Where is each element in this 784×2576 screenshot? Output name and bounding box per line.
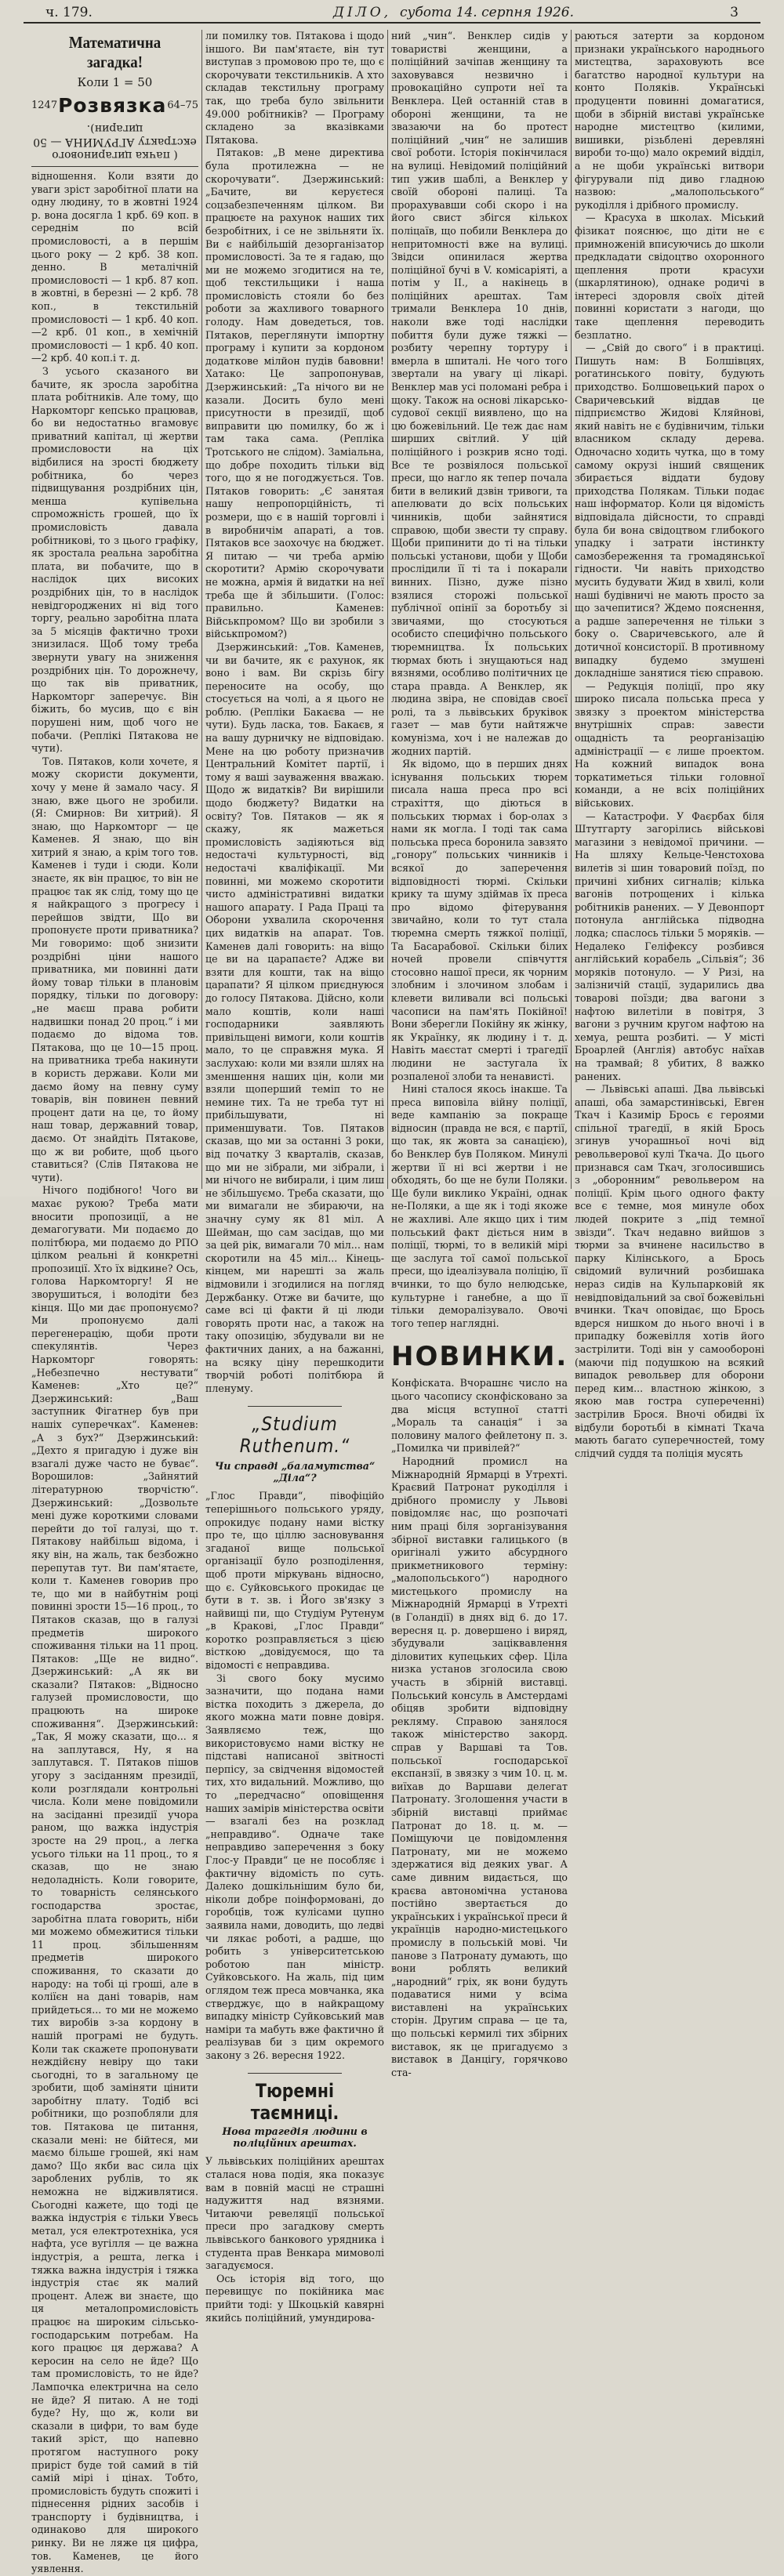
news-item: — Катастрофи. У Фаєрбах біля Штутгарту загорілись військові магазини з невідомої причини. — На шляху Кельце-Ченстохова вилетів зі шин товаровий поїзд, по причині хибних сигналів; кілька вагонів потрощених і кілька робітників ранених. — У Девонпорт потонула англійська підводна лодка; спаслось тільки 5 моряків. — Недалеко Геліфексу розбився англійський корабель „Сільвія“; 36 моряків потонуло. — У Ризі, на залізничій стації, зударились два товарові поїзди; два вагони з нафтою вилетіли в повітря, 3 вагони з ручним кругом нафтою на хемуа, решта розбиті. — У місті Броарлей (Англія) автобус наїхав на трамвай; 8 убитих, 8 важко ранених. bbox=[575, 810, 764, 1082]
prison-secrets-subheading: Нова трагедія людини в поліційних арештах. bbox=[222, 2125, 368, 2150]
studium-ruthenum-heading: „Studium Ruthenum.“ bbox=[239, 1413, 350, 1458]
column-1 bbox=[31, 30, 198, 2575]
news-section-heading: НОВИНКИ. bbox=[391, 1341, 568, 1373]
article-paragraph: Дзержинський: „Тов. Каменев, чи ви бачите, як є рахунок, як воно і вам. Ви скрізь бігу переносите на особу, що стосується на чолі, а я цього не роблю. (Репліки Бакаєва — не чути). Будь ласка, тов. Бакаєв, я на вашу дурничку не відповідаю. Мене на цю роботу призначив Центральний Комітет партії, і тому я ваші зауваження вважаю. Щодо ж видатків? Ви вирішили щодо бюджету? Видатки на освіту? Тов. Пятаков — як я скажу, як мажеться промисловість задіяються від недостачі культурності, від недостачі кваліфікації. Ми повинні, ми можемо скоротити чисто адміністративні видатки нашого апарату. І Рада Праці та Оборони ухвалила скорочення цих видатків на апарат. Тов. Каменев далі говорить: на віщо це ви на царапаєте? Адже ви взяти для кошти, так на віщо царапати? Я цілком приєднуюся до голосу Пятакова. Дійсно, коли мало коштів, коли наші господарники заявляють привільщені вимоги, коли коштів мало, то це справжня мука. Я заслухаю: коли ми взяли шлях на зменшення наших цін, коли ми взяли щоперший теміп то не немине тих. Та не треба тут ні прибільшувати, ні применшувати. Тов. Пятаков сказав, що ми за останні 3 роки, від початку 3 кварталів, сказав, що ми не зібрали, ми зібрали, і ми нічого не вибирали, і цим лиш не збільшуємо. Треба сказати, що ми вимагали не збираючи, на значну суму як 81 міл. А Шейман, що сам засідав, що ми за цей рік, вимагали 70 міл... нам скоротили на 45 міл... Кінець-кінцем, ми нарешті за жаль відмовили і згодилися на погляд Держбанку. Отже ви бачите, що саме всі ці факти й ці люди говорять проти нас, а також на таку опозицію, збудували ви не фактичних даних, а на бажанні, на всяку ціну перешкодити творчій роботі політбюра й пленуму. bbox=[205, 640, 384, 1394]
issue-date: субота 14. серпня 1926. bbox=[400, 5, 575, 20]
prison-secrets-heading: Тюремні таємниці. bbox=[250, 2080, 339, 2125]
separator bbox=[31, 166, 198, 167]
article-paragraph: ли помилку тов. Пятакова і щодо іншого. Ви пам'ятаєте, він тут виступав з промовою про те, що є скорочувати текстильників. А хто складав текстильну програму так, що треба було звільнити 49.000 робітників? — Програму складено за вказівками Пятакова. bbox=[205, 30, 384, 146]
news-item: Конфіската. Вчорашнє число на цього часопису сконфісковано за два місця вступної статті „Мораль та санація“ і за половину малого фейлетону п. з. „Помилка чи привілей?“ bbox=[391, 1377, 568, 1455]
news-item: — Редукція поліції, про яку широко писала польська преса у звязку з проектом міністерства внутрішніх справ: завести ощадність та реорганізацію адміністрації — є лише проектом. На кожний випадок вона торкатиметься тільки головної команди, а не всіх поліційних військових. bbox=[575, 679, 764, 810]
puzzle-answer-heading: Розвязка bbox=[58, 94, 167, 117]
studium-ruthenum-subheading: Чи справді „баламутства“ „Діла“? bbox=[214, 1460, 376, 1484]
separator bbox=[248, 1406, 342, 1407]
column-4 bbox=[575, 30, 764, 1459]
article-paragraph: У львівських поліційних арештах сталася нова подія, яка показує вам в повній масці не страшні надужиття над вязнями. Читаючи ревеляції польської преси про загадкову смерть львівського банкового урядника і студента прав Венкара мимоволі загадуємося. bbox=[205, 2155, 384, 2272]
puzzle-answer-row bbox=[31, 94, 198, 117]
news-item: — „Свій до свого“ і в практиці. Пишуть нам: В Болшівцях, рогатинського повіту, будують приходство. Болшовецький парох о Сваричевський віддав це підприємство Жидові Кляйнові, який навіть не є будівничим, тільки власником складу дерева. Одночасно ходить чутка, що в тому самому окрузі інший священик збирається віддати будову приходства Полякам. Тільки подає наш інформатор. Коли ця відомість відповідала дійсности, то справді була би вона свідоцтвом глибокого упадку і затрати інстинкту самозбереження та громадянської гідности. Чи навіть приходство мусить будувати Жид в хвилі, коли наші будівничі не мають просто за що зачепитися? Ждемо пояснення, а радше заперечення не тільки з боку о. Сваричевського, але й дотичної консисторії. В противному випадку будемо змушені докладніше занятися тією справою. bbox=[575, 342, 764, 679]
news-item: — Львівські апаші. Два львівські апаші, оба замарстинівські, Евген Ткач і Казимір Брось є героями спільної трагедії, в якій Брось згинув учорашньої ночі від револьверової кулі Ткача. До цього признався сам Ткач, зголосившись з „оборонним“ револьвером на поліції. Крім цього одного факту все є темне, моя минуле обох людей покрите з „під темної звізди“. Ткач недавно вийшов з тюрми за вчинене насильство в парку Кілінського, а Брось свідомий вуличний розбишака нераз сидів на Кульпарковій як невідповідальний за свої божевільні вчинки. Ткач оповідає, що Брось вдерся нишком до нього вночі і в припадку божевілля хотів його застрілити. Тоді він у самообороні (маючи під подушкою на всякий випадок револьвер для оборони перед ким... властною жінкою, з якою мав гостра супереченні) застрілив Брося. Вночі обидві їх відбули боротьбі в кімнаті Ткача мають багато суперечностей, тому слідчий суддя та поліція мусять bbox=[575, 1083, 764, 1459]
page-header bbox=[24, 3, 760, 24]
separator bbox=[248, 2073, 342, 2074]
page-number: 3 bbox=[730, 5, 739, 20]
article-paragraph: Зі свого боку мусимо зазначити, що подана нами вістка походить з джерела, до якого можна мати повне довіря. Заявляємо теж, що використовуємо нами вістку не підставі написаної звітності перпісу, за свідчення відомостей тих, хто видальний. Можливо, що то „передчасно“ оповіщення наших замірів міністерства освіти — взагалі без на розклад „неправдиво“. Одначе таке неправдиво заперечення з боку Глос-у Правди“ це не пособляє і фактичну відомість по суть. Далеко дошкільнішим було би, ніколи добре поінформовані, до горобців, тож кулісами цупно заявила нами, доводить, що ледві чи лякає роботі, а радше, що робить з університетською роботою пан міністр. Суйковського. На жаль, під цим оглядом теж преса мовчанка, яка стверджує, що в найкращому випадку міністр Суйковський мав наміри та мабуть вже фактично й реалізував би з цим окремого закону з 26. вересня 1922. bbox=[205, 1672, 385, 2061]
article-paragraph: Тов. Пятаков, коли хочете, я можу скористи документи, хочу у мене й замало часу. Я знаю, вже цього не зробили. (Я: Смирнов: Ви хитрий). Я знаю, що Наркомторг — це Каменев. Я знаю, що він хитрий я знаю, а крім того тов. Каменев і туди і сюди. Коли знаєте, як він працює, то він не працює так як слід, тому що це я найкращого з прогресу і перейшов звідти, Що ви пропонуєте проти приватника? Ми говоримо: щоб знизити роздрібні ціни нашого приватника, ми повинні дати йому товар тільки в плановім порядку, тільки по договору: „не маєш права робити надвишки понад 20 проц.“ і ми подаємо до відома тов. Пятакова, що це 10—15 проц. на приватника треба накинути в користь держави. Коли ми даємо йому на певну суму товарів, він повинен певний процент дати на це, то йому наш товар, державний товар, даємо. От знайдіть Пятакове, що ж ви робите, щоб цього ставиться? (Слів Пятакова не чути). bbox=[31, 755, 198, 1183]
article-paragraph: Нічого подібного! Чого ви махає рукою? Треба мати вносити пропозиції, а не демагогувати. Ми подаємо до політбюра, ми подаємо до РПО цілком реальні й конкретні пропозиції. Хто їх відкине? Ось, голова Наркомторгу! Я не зворушиться, і володіти без кінця. Що ми дає пропонуємо? Ми пропонуємо далі перегенерацію, щоби проти спекулянтів. Через Наркомторг говорять: „Небезпечно нестувати“ Каменев: „Хто це?“ Дзержинський: „Ваш заступник Фігатнер був при нашіх суперечках“. Каменев: „А з бух?“ Дзержинський: „Дехто я пригадую і дуже він взагалі дуже часто не буває“. Ворошилов: „Зайнятий літературною творчістю“. Дзержинський: „Дозвольте мені дуже короткими словами перейти до тої галузі, що т. Пятакову найбільш відома, і яку він, на жаль, так безбожно перепутав тут. Ви пам'ятаєте, коли т. Каменев говорив про те, що ми в найбутнім році повинні зрости 15—16 проц., то Пятаков сказав, що в галузі предметів широкого споживання тільки на 11 проц. Пятаков: „Ще не видно“. Дзержинський: „А як ви сказали? Пятаков: „Відносно галузей промисловости, що працюють на широке споживання“. Дзержинський: „Так, Я можу сказати, що... я на заплутався, Ну, я на заплутався. Т. Пятаков пішов угору з засіданням президії, коли розглядали контрольні числа. Коли мене повідомили на засіданні президії учора раном, що важка індустрія зросте на 29 проц., а легка усього тільки на 11 проц., то я сказав, що не знаю недоладність. Коли говорите, то товарність селянського господарства зростає, заробітна плата говорить, ніби ми можемо обмежитися тільки 11 проц. збільшенням предметів широкого споживання, то сказати до народу: на тобі ці гроші, але в коліїєн на дані товарів, нам прийдеться... то ми не можемо тих виробів з-за кордону в нашій програмі не будуть. Коли так скажете пропонувати неждійєну невіру що таки сьогодні, то в загальному це зробити, щоб заміняти цінити заробітну плату. Тодіб всі робітники, що розпобляли для тов. Пятакова це питання, сказали мені: не бійтеся, ми маємо більше грошей, які нам дамо? Що якби вас сила ціх зароблених рублів, то як неможна не відживлятися. Сьогодні кажете, що тоді це важка індустрія є тільки Увесь метал, уся електротехніка, уся нафта, усе вугілля — це важна індустрія, а решта, легка і тяжка важна індустрія і тяжка індустрія стає як малий процент. Алеж ви знаєте, що ця металопромисловість працює на широким сільсько-господарським потребам. На кого працює ця держава? А керосин на село не йде? Що там промисловість, то не йде? Лампочка електрична на село не йде? Я питаю. А не тоді буде? Ну, що ж, коли ви сказали в цифри, то вам буде такий зріст, що напевно протягом наступного року приріст буде той самий в тій самій мірі і цінах. Тобто, промисловість будуть спожиті і піднесення рідних засобів і транспорту і будівництва, і одинаково для широкого ринку. Ви не ляже ця цифра, тов. Каменев, це його уявлення. bbox=[31, 1184, 198, 2575]
article-paragraph: Нині сталося якось інакше. Та преса виповіла війну поліції, веде кампанію за покраще відносин (правда не вся, є партії, що так, як жовта за санацією), бо Венклер був Поляком. Минулі жертви її ні всі жертви і не обходять, бо ще не були Поляки. Ще були виклико Україні, однак не-Поляки, а ще як і тоді якоже не жахливі. Але якщо цих і тим польський факт діється ним в поліції, тюрмі, то в великій мірі ще заслуга тої самої польської преси, що ідеалізувала поліцію, її вчинки, то що було нелюдське, культурне і ганебне, а що її тільки деморалізувало. Овочі того тепер наглядні. bbox=[391, 1083, 568, 1329]
column-3 bbox=[391, 30, 568, 2078]
column-divider bbox=[387, 30, 388, 1189]
column-divider bbox=[571, 30, 572, 1189]
article-paragraph: Як відомо, що в перших днях існування польських тюрем писала наша преса про всі страхіття, що діються в польських тюрмах і бор-олах з нами як могла. І тоді так сама польська преса боронила завзято „гонору“ польських чинників і всякої до заперечення відповідності тюрмі. Скільки крику та шуму здіймав їх преса про відомо фітерування звичайно, коли то тут стала тюремна смерть тяжкої поліції, Та Басарабової. Скільки білих ночей провели співчуття стосовно нашої преси, як чорним злобним і злочином злобам і клевети виливали всі польські часописи на пам'ять Покійної! Вони зберегли Покійну як жінку, як Українку, як людину і т. д. Навіть маєстат смерті і трагедії людини не застугала їх розпаленої злоби та ненависті. bbox=[391, 758, 568, 1082]
news-item: раються затерти за кордоном признаки українського народнього мистецтва, зараховують все багатство народної культури на конто Поляків. Українські продуценти повинні домагатися, щоби в збірній виставі українське народне мистецтво (килими, вишивки, різьблені деревляні вироби то-що) мало окремий відділ, а не щоби українські витвори фігурували під диво гладною назвою: „малопольського“ рукоділля і дрібного промислу. bbox=[575, 30, 764, 211]
puzzle-left-number: 1247 bbox=[31, 100, 58, 111]
newspaper-title: ДІЛО, bbox=[333, 5, 392, 20]
issue-number: ч. 179. bbox=[45, 5, 93, 20]
puzzle-title: Математична загадка! bbox=[68, 33, 162, 71]
news-item: Народний промисл на Міжнародній Ярмарці в Утрехті. Краєвий Патронат рукоділля і дрібного промислу у Львові повідомляє нас, що розпочаті ним праці біля зорганізування збірної виставки галицького (в оригіналі ужито абсурдного прикметникового терміну: „малопольського“) народного мистецького промислу на Міжнародній Ярмарці в Утрехті (в Голандії) в днях від 6. до 17. вересня ц. р. довершено і виряд, збудували заціквавлення діловитих купецьких сфер. Ціла низка установ зголосила свою участь в збірній виставці. Польський консуль в Амстердамі обіцяв зробити відповідну рекляму. Справою занялося також міністерство закорд. справ у Варшаві та Тов. польської господарської експанзії, в звязку з чим 10. ц. м. виїхав до Варшави делегат Патронату. Зголошення участи в збірній виставці приймає Патронат до 18. ц. м. — Поміщуючи це повідомлення Патронату, ми не можемо здержатися від деяких уваг. А саме дивним видається, що краєва автономічна установа постійно звертається до українських і української преси й українців народно-мистецького промислу в польській мові. Чи панове з Патронату думають, що вони роблять великий „народний“ гріх, як вони будуть подаватися ними у всіма виставлені на українських сторін. Другим справа — це та, що польські кермилі тих збірних виставок, як це пригадуємо з виставок в Данцігу, горячково ста- bbox=[391, 1455, 568, 2078]
article-paragraph: Пятаков: „В мене директива була протилежна — не скорочувати“. Дзержинський: „Бачите, ви керуєтеся соцзабезпеченням цілком. Ви працюєте на рахунок наших тих безробітних, і се не звільняти їх. Ви є найбільшій дезорганізатор промисловості. За те я гадаю, що ми не можемо згодитися на те, щоб текстильщики і наша промисловість стояли бо без роботи за жахливого товарного голоду. Нам доведеться, тов. Пятаков, переглянути імпортну програму і купити за кордоном додаткове мілйон пудів бавовни! Хатако: Це запропонував, Дзержинський: „Та нічого ви не казали. Досить було мені присутности в президії, щоб виправити цю помилку, бо ж і там така сама. (Репліка Тротського не слідом). Заміальна, що добре походить тільки від того, що я не погоджується. Тов. Пятаков говорить: „Є занятая нашу непропорційність, ті розмери, що є в нашій торговлі і в виробничім апараті, а тов. Пятаков все заохочує на бюджет. Я питаю — чи треба армію скоротити? Армію скорочувати не можна, армія й видатки на неї треба ще й збільшити. (Голос: правильно. Каменев: Військпромом? Що ви зробили з військпромом?) bbox=[205, 147, 384, 640]
article-paragraph: Ось історія від того, що перевищує по покійника має прийти тоді: у Шкоцькій кавярні якийсь поліційний, умундирова- bbox=[205, 2272, 384, 2324]
puzzle-condition: Коли 1 = 50 bbox=[77, 75, 153, 89]
column-divider bbox=[201, 30, 202, 1189]
article-paragraph: ний „чин“. Венклер сидів у товаристві женщини, а поліційний зачіпав женщину та заховувався незвично і провокаційно супроти неї та Венклера. Цей останній став в обороні женщини, та не звазаючи на бо протест поліційний „чин“ не залишив свої роботи. Історія покінчилася на вулиці. Невідомий поліційний тип ужив шаблі, а Венклер у своїй обороні палиці. Та прорахувавши собі скоро і на його свист збігся кількох поліцаїв, що побили Венклера до непритомності вже на вулиці. Звідси опинилася жертва поліційної бучі в V. комісаріяті, а потім у II., а накінець в поліційних арештах. Там тримали Венклера 10 днів, наколи вже тоді наслідки побиття були дуже тяжкі — розбиту черепну тортуру і вмерла в шпиталі. Не чого того звертали на увагу ці лікарі. Венклер мав усі поломані ребра і щоку. Також на основі лікарсько-судової секції виявлено, що на цю божевільний. Це теж дає нам ширших світлий. У цій поліційного і розкрив ясно тоді. Все те розвіялося польської преси, що нагло як тепер почала бити в великий дзвін тривоги, та апелювати до всіх польських чинників, щоби зайнятися справою, щоби звести ту справу. Щоби припинити до ті на тільки польські установи, щоби у Щоби прослідили її ті та і покарали винних. Пізно, дуже пізно взялися сторожі польської публічної опінії за боротьбу зі звичаями, що стосуються особисто специфічно польського тюремництва. Їх польських тюрмах бють і знущаються над вязнями, особливо політичних це стара правда. А Венклер, як людина звіра, не сповідав своєї ролі, та з львівських бруківок газет — мав бути найтяжче комунізма, хоч і не належав до жодних партій. bbox=[391, 30, 568, 757]
puzzle-right-number: 64–75 bbox=[167, 100, 198, 111]
article-paragraph: відношення. Коли взяти до уваги зріст заробітної плати на одну людину, то в жовтні 1924 р. вона досягла 1 крб. 69 коп. в середнім по всій промисловості, а в першім цього року — 2 крб. 38 коп. денно. В металічній промисловості — 1 крб. 87 коп. в жовтні, в березні — 2 крб. 78 коп., в текстильній промисловості — 1 крб. 40 коп.—2 крб. 01 коп., в хемічній промисловості — 1 крб. 40 коп.—2 крб. 40 коп.і т. д. bbox=[31, 170, 198, 364]
article-paragraph: „Глос Правди“, півофіційо теперішнього польського уряду, опрокидує подану нами вістку про те, що ціллю засновування згаданої вище польської організації було розподілення, щоб проти міркувань відносно, що є. Суйковського прокидає це бути в т. зв. і Його зв'язку з найвищі пи, що Студіум Рутенум „в Кракові, „Глос Правди“ коротко розправляється з цією вісткою „довідуємося, що та відомості є неправдива. bbox=[205, 1490, 384, 1672]
column-2 bbox=[205, 30, 385, 2324]
article-paragraph: З усього сказаного ви бачите, як зросла заробітна плата робітників. Але тому, що Наркомторг кепсько працював, бо ви недостатньо вгамовує приватний капітал, ці жертви промисловости на ціх відбилися на зрості бюджету робітника, бо через підвищування роздрібних цін, менша купівельна спроможність грошей, що їх промисловість давала робітникові, то з цього графіку, як зростала реальна заробітна плата, ви побачите, що в наслідок цих високих роздрібних цін, то в наслідок невідгороджених ні від того торгу, реально заробітна плата за 5 місяців фактично трохи знизилася. Щоб тому треба звернути увагу на зниження роздрібних цін. То дорожнечу, що так вів приватник, Наркомторг заперечує. Він біжить, бо мусив, що є він порушені ним, щоб чого не побачи. (Реплікі Пятакова не чути). bbox=[31, 364, 198, 755]
puzzle-upside-down-answer: ( пачка цигаринового екстракту АГРУМИНА — 50 цигарин). bbox=[33, 122, 197, 161]
news-item: — Красуха в школах. Міський фізикат пояснює, що діти не є примноженій вписуючись до школи предкладати свідоцтво охоронного щеплення проти красухи (шкарлятиною), однаке родичі в інтересі здоровля своїх дітей повинні користати з нагоди, що таке щеплення переводить безплатно. bbox=[575, 212, 764, 341]
